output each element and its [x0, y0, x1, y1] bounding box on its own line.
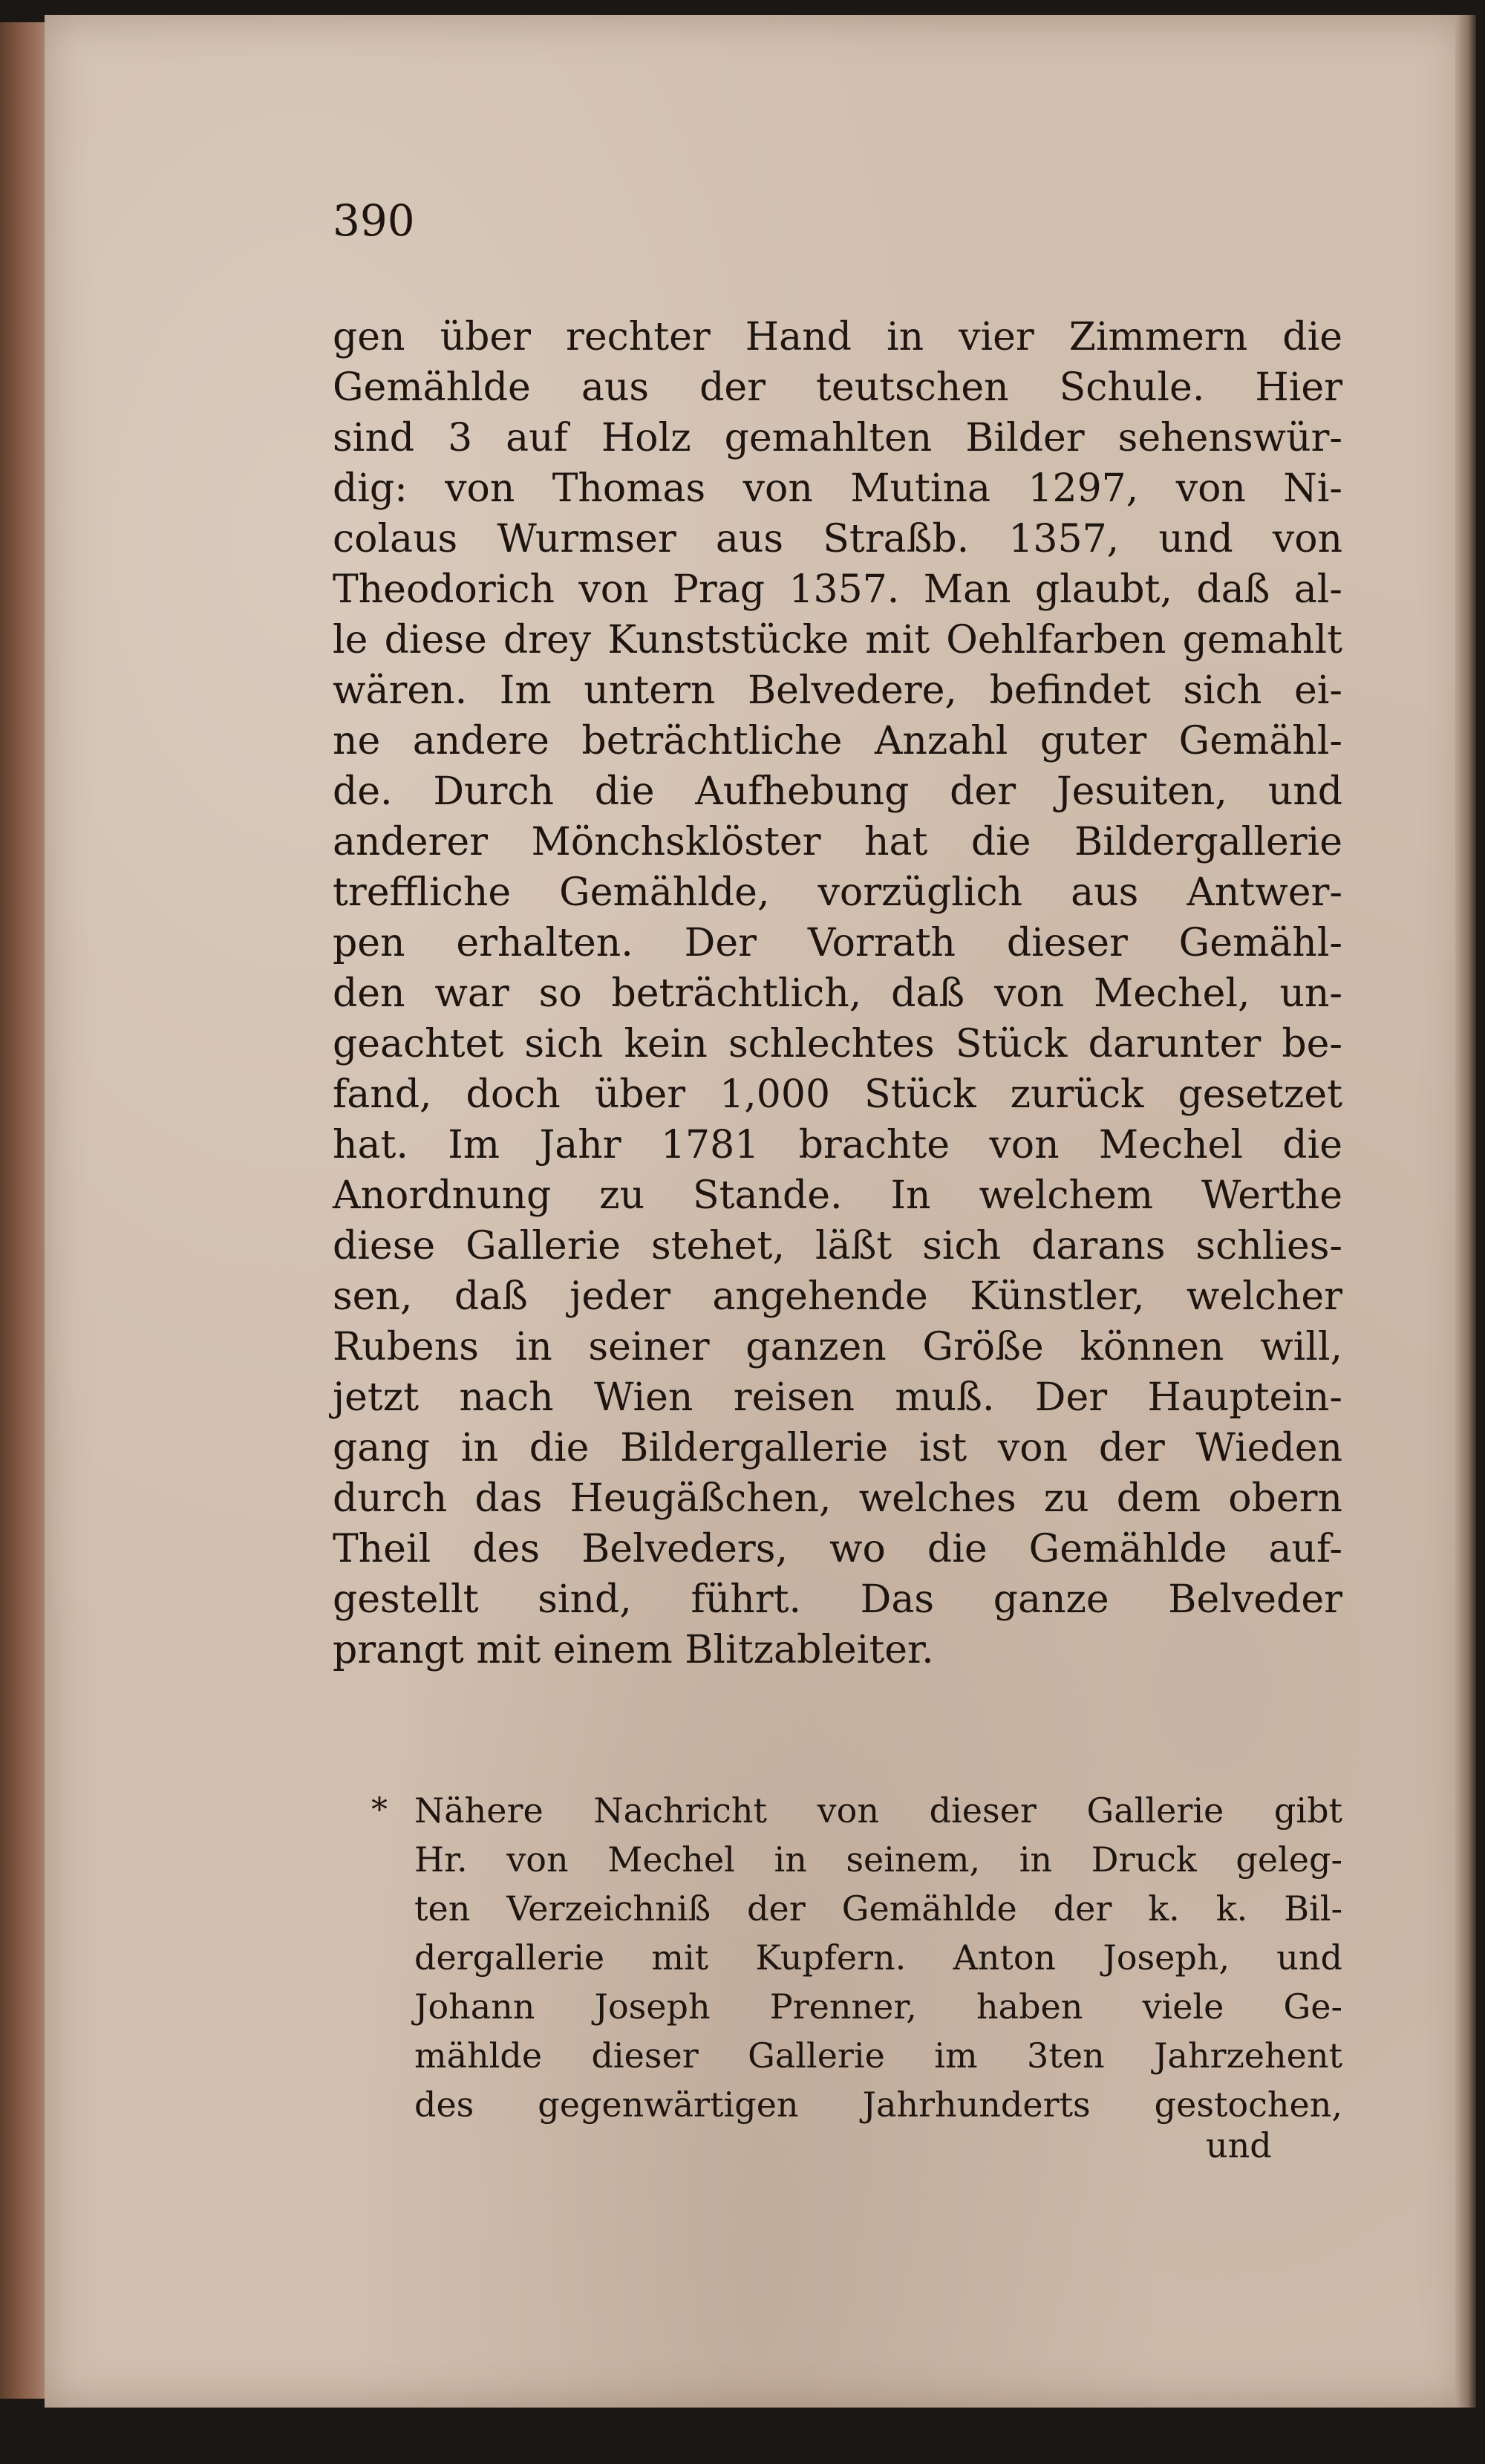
text-line: Gemählde aus der teutschen Schule. Hier	[333, 365, 1342, 410]
text-line: treffliche Gemählde, vorzüglich aus Antwer-	[333, 870, 1342, 915]
catchword: und	[1206, 2125, 1272, 2165]
text-line: hat. Im Jahr 1781 brachte von Mechel die	[333, 1123, 1342, 1167]
text-line: fand, doch über 1,000 Stück zurück gesetzet	[333, 1072, 1342, 1117]
text-line: Anordnung zu Stande. In welchem Werthe	[333, 1173, 1342, 1218]
text-line: jetzt nach Wien reisen muß. Der Hauptein-	[333, 1375, 1342, 1420]
page-right-edge	[1455, 15, 1476, 2408]
text-line: diese Gallerie stehet, läßt sich darans schlies-	[333, 1224, 1342, 1268]
page-number: 390	[333, 195, 415, 246]
footnote-line: ten Verzeichniß der Gemählde der k. k. Bil-	[414, 1888, 1342, 1929]
footnote-line: Johann Joseph Prenner, haben viele Ge-	[414, 1986, 1342, 2027]
text-line: gang in die Bildergallerie ist von der Wieden	[333, 1426, 1342, 1470]
text-line: prangt mit einem Blitzableiter.	[333, 1628, 934, 1672]
text-line: Rubens in seiner ganzen Größe können will,	[333, 1325, 1342, 1369]
text-line: durch das Heugäßchen, welches zu dem obern	[333, 1476, 1342, 1521]
footnote-line: Hr. von Mechel in seinem, in Druck geleg-	[414, 1839, 1342, 1880]
text-line: sind 3 auf Holz gemahlten Bilder sehenswür-	[333, 416, 1342, 460]
text-line: sen, daß jeder angehende Künstler, welcher	[333, 1274, 1342, 1319]
text-line: colaus Wurmser aus Straßb. 1357, und von	[333, 517, 1342, 561]
text-line: de. Durch die Aufhebung der Jesuiten, und	[333, 769, 1342, 814]
text-line: le diese drey Kunststücke mit Oehlfarben gemahlt	[333, 618, 1342, 662]
main-text-block	[333, 312, 1342, 1675]
text-line: geachtet sich kein schlechtes Stück darunter be-	[333, 1022, 1342, 1066]
text-line: ne andere beträchtliche Anzahl guter Gemähl-	[333, 719, 1342, 763]
text-line: gen über rechter Hand in vier Zimmern die	[333, 315, 1342, 359]
text-line: wären. Im untern Belvedere, befindet sich ei-	[333, 668, 1342, 713]
footnote-marker: *	[371, 1791, 388, 1829]
text-line: dig: von Thomas von Mutina 1297, von Ni-	[333, 466, 1342, 511]
text-line: Theodorich von Prag 1357. Man glaubt, daß al-	[333, 567, 1342, 612]
footnote-line: Nähere Nachricht von dieser Gallerie gibt	[414, 1790, 1342, 1831]
footnote-line: mählde dieser Gallerie im 3ten Jahrzehent	[414, 2036, 1342, 2076]
footnote-text	[414, 1786, 1342, 2129]
footnote-line: dergallerie mit Kupfern. Anton Joseph, und	[414, 1937, 1342, 1978]
footnote-line: des gegenwärtigen Jahrhunderts gestochen,	[414, 2085, 1342, 2125]
text-line: den war so beträchtlich, daß von Mechel, un-	[333, 971, 1342, 1016]
text-line: pen erhalten. Der Vorrath dieser Gemähl-	[333, 921, 1342, 965]
text-line: gestellt sind, führt. Das ganze Belveder	[333, 1577, 1342, 1622]
text-line: anderer Mönchsklöster hat die Bildergallerie	[333, 820, 1342, 864]
text-line: Theil des Belveders, wo die Gemählde auf-	[333, 1527, 1342, 1571]
